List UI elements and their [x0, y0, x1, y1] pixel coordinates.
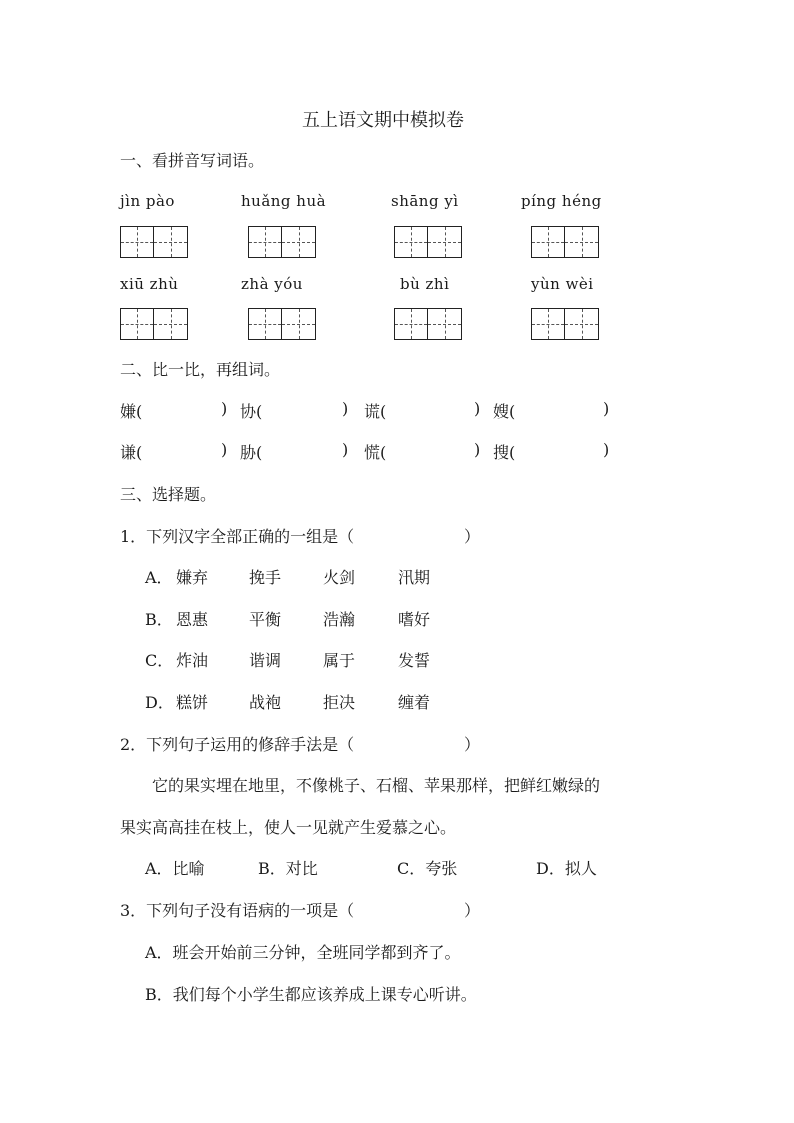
- compare-char-close: ): [474, 399, 481, 418]
- compare-char-open: 协(: [240, 402, 263, 421]
- tianzi-cell[interactable]: [394, 308, 428, 340]
- pinyin-label: zhà yóu: [241, 275, 303, 293]
- tianzi-cell[interactable]: [282, 308, 316, 340]
- question-3-blank-close: ）: [464, 901, 481, 920]
- q2-option-c: C．夸张: [397, 859, 458, 878]
- compare-char-close: ): [342, 399, 349, 418]
- pinyin-label: xiū zhù: [120, 275, 179, 293]
- q1-option-word: 缠着: [398, 693, 431, 712]
- pinyin-label: shāng yì: [391, 192, 459, 210]
- q1-option-word: 浩瀚: [323, 610, 356, 629]
- tianzi-grid-box[interactable]: [120, 226, 188, 258]
- tianzi-cell[interactable]: [565, 226, 599, 258]
- tianzi-cell[interactable]: [154, 226, 188, 258]
- q1-option-word: 嗜好: [398, 610, 431, 629]
- tianzi-cell[interactable]: [248, 308, 282, 340]
- tianzi-grid-box[interactable]: [394, 226, 462, 258]
- q1-option-word: 属于: [323, 651, 356, 670]
- q2-option-b: B．对比: [258, 859, 318, 878]
- compare-char-close: ): [603, 440, 610, 459]
- section2-heading: 二、比一比，再组词。: [120, 360, 281, 379]
- q3-option-b: B．我们每个小学生都应该养成上课专心听讲。: [145, 985, 477, 1004]
- q1-option-word: 平衡: [249, 610, 282, 629]
- q1-option-a-label: A．: [145, 568, 173, 587]
- tianzi-grid-box[interactable]: [120, 308, 188, 340]
- q1-option-b-label: B．: [145, 610, 173, 629]
- tianzi-cell[interactable]: [282, 226, 316, 258]
- compare-char-open: 慌(: [364, 443, 387, 462]
- q1-option-word: 炸油: [176, 651, 209, 670]
- tianzi-cell[interactable]: [565, 308, 599, 340]
- tianzi-cell[interactable]: [428, 226, 462, 258]
- question-1-stem: 1．下列汉字全部正确的一组是（: [120, 527, 355, 546]
- question-3-stem: 3．下列句子没有语病的一项是（: [120, 901, 355, 920]
- tianzi-grid-box[interactable]: [531, 226, 599, 258]
- q2-passage-line-1: 它的果实埋在地里，不像桃子、石榴、苹果那样，把鲜红嫩绿的: [152, 776, 601, 795]
- question-2-stem: 2．下列句子运用的修辞手法是（: [120, 735, 355, 754]
- tianzi-grid-box[interactable]: [248, 308, 316, 340]
- pinyin-label: huǎng huà: [241, 192, 327, 210]
- compare-char-open: 谎(: [364, 402, 387, 421]
- q1-option-word: 谐调: [249, 651, 282, 670]
- q1-option-c-label: C．: [145, 651, 174, 670]
- q1-option-word: 火剑: [323, 568, 356, 587]
- tianzi-grid-box[interactable]: [531, 308, 599, 340]
- q1-option-d-label: D．: [145, 693, 174, 712]
- pinyin-label: bù zhì: [400, 275, 450, 293]
- tianzi-cell[interactable]: [248, 226, 282, 258]
- q1-option-word: 拒决: [323, 693, 356, 712]
- tianzi-cell[interactable]: [154, 308, 188, 340]
- tianzi-cell[interactable]: [120, 226, 154, 258]
- compare-char-open: 搜(: [493, 443, 516, 462]
- q1-option-word: 发誓: [398, 651, 431, 670]
- page-title: 五上语文期中模拟卷: [302, 110, 464, 131]
- tianzi-grid-box[interactable]: [248, 226, 316, 258]
- tianzi-cell[interactable]: [531, 226, 565, 258]
- tianzi-cell[interactable]: [120, 308, 154, 340]
- question-1-blank-close: ）: [464, 527, 481, 546]
- compare-char-close: ): [474, 440, 481, 459]
- question-2-blank-close: ）: [464, 735, 481, 754]
- q2-passage-line-2: 果实高高挂在枝上，使人一见就产生爱慕之心。: [120, 818, 457, 837]
- q1-option-word: 恩惠: [176, 610, 209, 629]
- compare-char-close: ): [221, 440, 228, 459]
- compare-char-close: ): [603, 399, 610, 418]
- pinyin-label: yùn wèi: [531, 275, 594, 293]
- q1-option-word: 汛期: [398, 568, 431, 587]
- compare-char-open: 谦(: [120, 443, 143, 462]
- q1-option-word: 嫌弃: [176, 568, 209, 587]
- pinyin-label: píng héng: [521, 192, 602, 210]
- tianzi-cell[interactable]: [531, 308, 565, 340]
- compare-char-close: ): [342, 440, 349, 459]
- q1-option-word: 挽手: [249, 568, 282, 587]
- compare-char-open: 嫂(: [493, 402, 516, 421]
- q2-option-d: D．拟人: [536, 859, 597, 878]
- q3-option-a: A．班会开始前三分钟，全班同学都到齐了。: [145, 943, 461, 962]
- compare-char-close: ): [221, 399, 228, 418]
- compare-char-open: 胁(: [240, 443, 263, 462]
- tianzi-grid-box[interactable]: [394, 308, 462, 340]
- pinyin-label: jìn pào: [120, 192, 175, 210]
- q1-option-word: 战袍: [249, 693, 282, 712]
- compare-char-open: 嫌(: [120, 402, 143, 421]
- q2-option-a: A．比喻: [145, 859, 205, 878]
- q1-option-word: 糕饼: [176, 693, 209, 712]
- tianzi-cell[interactable]: [394, 226, 428, 258]
- section3-heading: 三、选择题。: [120, 485, 217, 504]
- tianzi-cell[interactable]: [428, 308, 462, 340]
- section1-heading: 一、看拼音写词语。: [120, 151, 265, 170]
